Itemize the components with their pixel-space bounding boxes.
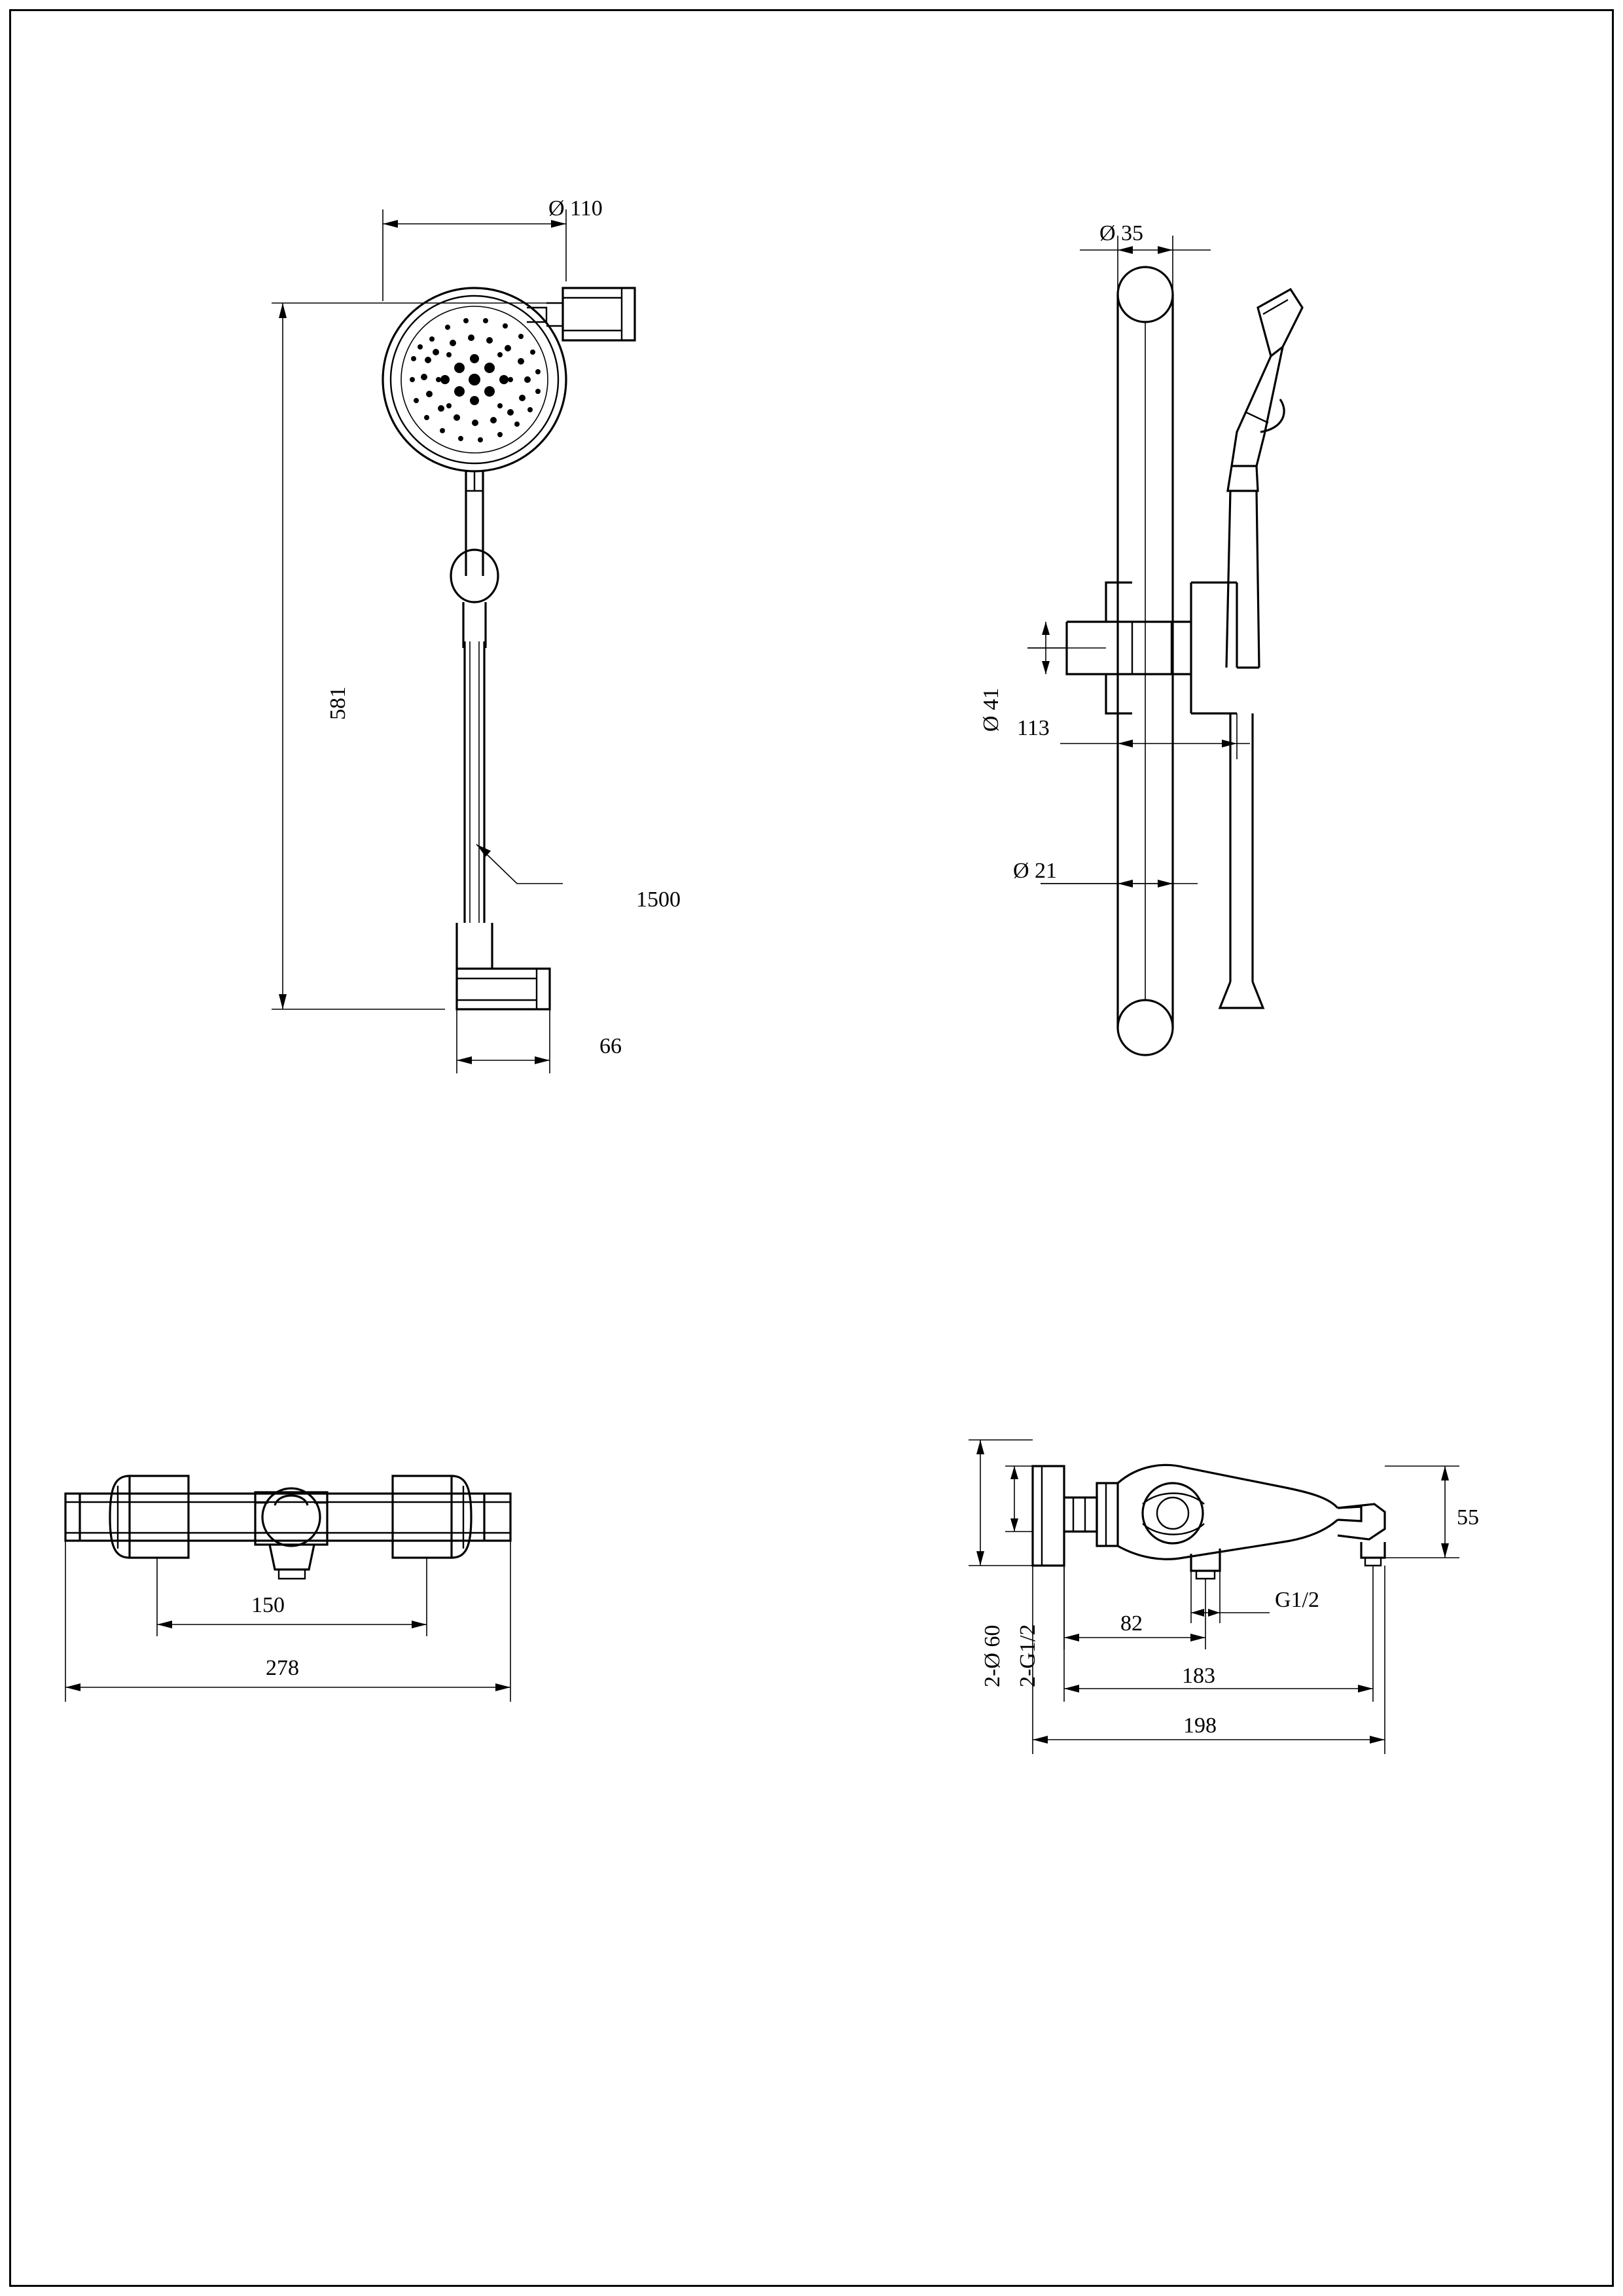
thermostatic-mixer-front-view — [52, 1440, 576, 1767]
dimension-82 — [1064, 1566, 1205, 1649]
wall-inlet — [1033, 1466, 1118, 1566]
shower-head — [383, 288, 566, 491]
mixer-body-side — [1118, 1465, 1361, 1559]
dimension-label-dia-41: Ø 41 — [979, 687, 1003, 732]
dimension-label-183: 183 — [1182, 1664, 1215, 1688]
dimension-label-dia-110: Ø 110 — [548, 196, 603, 221]
dimension-label-55: 55 — [1457, 1505, 1479, 1530]
dimension-55 — [1385, 1466, 1459, 1558]
dimension-label-2-g12: 2-G1/2 — [1016, 1624, 1040, 1687]
dimension-label-dia-21: Ø 21 — [1013, 859, 1058, 883]
dimension-label-278: 278 — [266, 1656, 299, 1680]
mixer-body — [65, 1494, 510, 1541]
shower-head-handle — [451, 471, 498, 648]
spray-nozzle-pattern — [410, 318, 541, 442]
dimension-label-1500: 1500 — [636, 888, 681, 912]
dimension-label-581: 581 — [326, 687, 350, 720]
dimension-dia-21 — [1041, 880, 1198, 888]
temperature-handle — [110, 1476, 188, 1558]
dimension-label-82: 82 — [1120, 1611, 1143, 1636]
dimension-1500 — [476, 844, 563, 884]
dimension-label-g12: G1/2 — [1275, 1588, 1319, 1612]
dimension-label-dia-35: Ø 35 — [1099, 221, 1144, 245]
dimension-2-g12 — [1005, 1466, 1033, 1532]
dimension-581 — [272, 303, 556, 1009]
dimension-113 — [1060, 674, 1250, 759]
shower-rail-front-view — [314, 183, 733, 1309]
dimension-label-150: 150 — [251, 1593, 285, 1617]
thermostatic-mixer-side-view — [942, 1427, 1492, 1820]
dimension-label-198: 198 — [1183, 1713, 1217, 1738]
slide-rail — [1118, 267, 1173, 1055]
dimension-label-2-dia-60: 2-Ø 60 — [980, 1624, 1005, 1687]
dimension-label-66: 66 — [599, 1034, 622, 1058]
flow-handle — [393, 1476, 471, 1558]
dimension-2-dia-60 — [969, 1440, 1033, 1566]
dimension-66 — [457, 1009, 550, 1073]
bottom-wall-bracket — [457, 923, 550, 1009]
dimension-183 — [1064, 1566, 1373, 1702]
shower-hose — [465, 641, 484, 923]
shower-rail-side-view — [975, 216, 1394, 1276]
handset-lower-tube — [1220, 713, 1263, 1008]
dimension-label-113: 113 — [1017, 716, 1050, 740]
